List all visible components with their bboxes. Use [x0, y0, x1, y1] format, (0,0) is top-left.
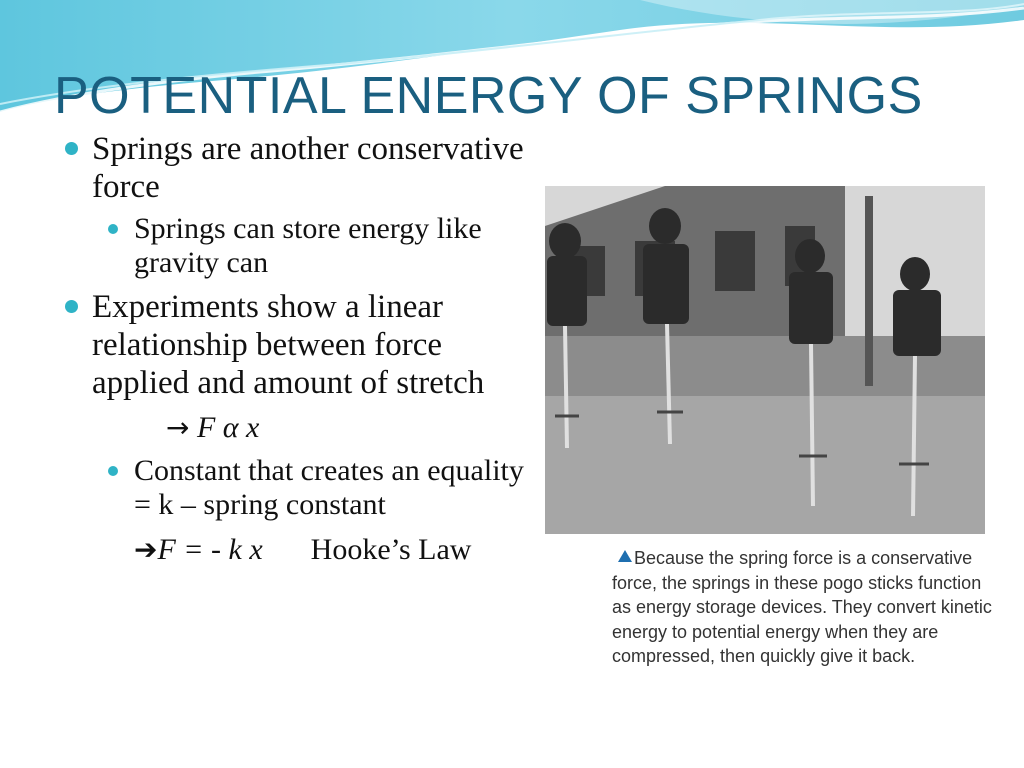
bullet-linear-relationship: Experiments show a linear relationship between force applied and amount of stretch: [60, 288, 530, 402]
subbullet-spring-constant: Constant that creates an equality = k – spring constant: [102, 454, 530, 522]
figure-caption-text: Because the spring force is a conservative force, the springs in these pogo sticks function as energy storage devices. They convert kinetic energy to potential energy when they are compressed, then quickly give it back.: [612, 548, 992, 666]
right-arrow-icon: ➔: [134, 533, 158, 566]
formula-hookes-text: F = - k x: [157, 533, 263, 566]
figure-caption: [612, 546, 992, 669]
slide-title: POTENTIAL ENERGY OF SPRINGS: [54, 67, 923, 125]
formula-proportional-text: F α x: [196, 411, 260, 444]
subbullet-store-energy: Springs can store energy like gravity can: [102, 212, 530, 280]
formula-hookes-law: [60, 530, 530, 570]
bullet-list: [60, 130, 530, 576]
pogo-stick-photo: [545, 186, 985, 534]
formula-proportional: [60, 408, 530, 448]
bullet-conservative-force: Springs are another conservative force: [60, 130, 530, 206]
hookes-law-label: Hooke’s Law: [310, 533, 472, 566]
right-arrow-icon: →: [166, 411, 190, 444]
